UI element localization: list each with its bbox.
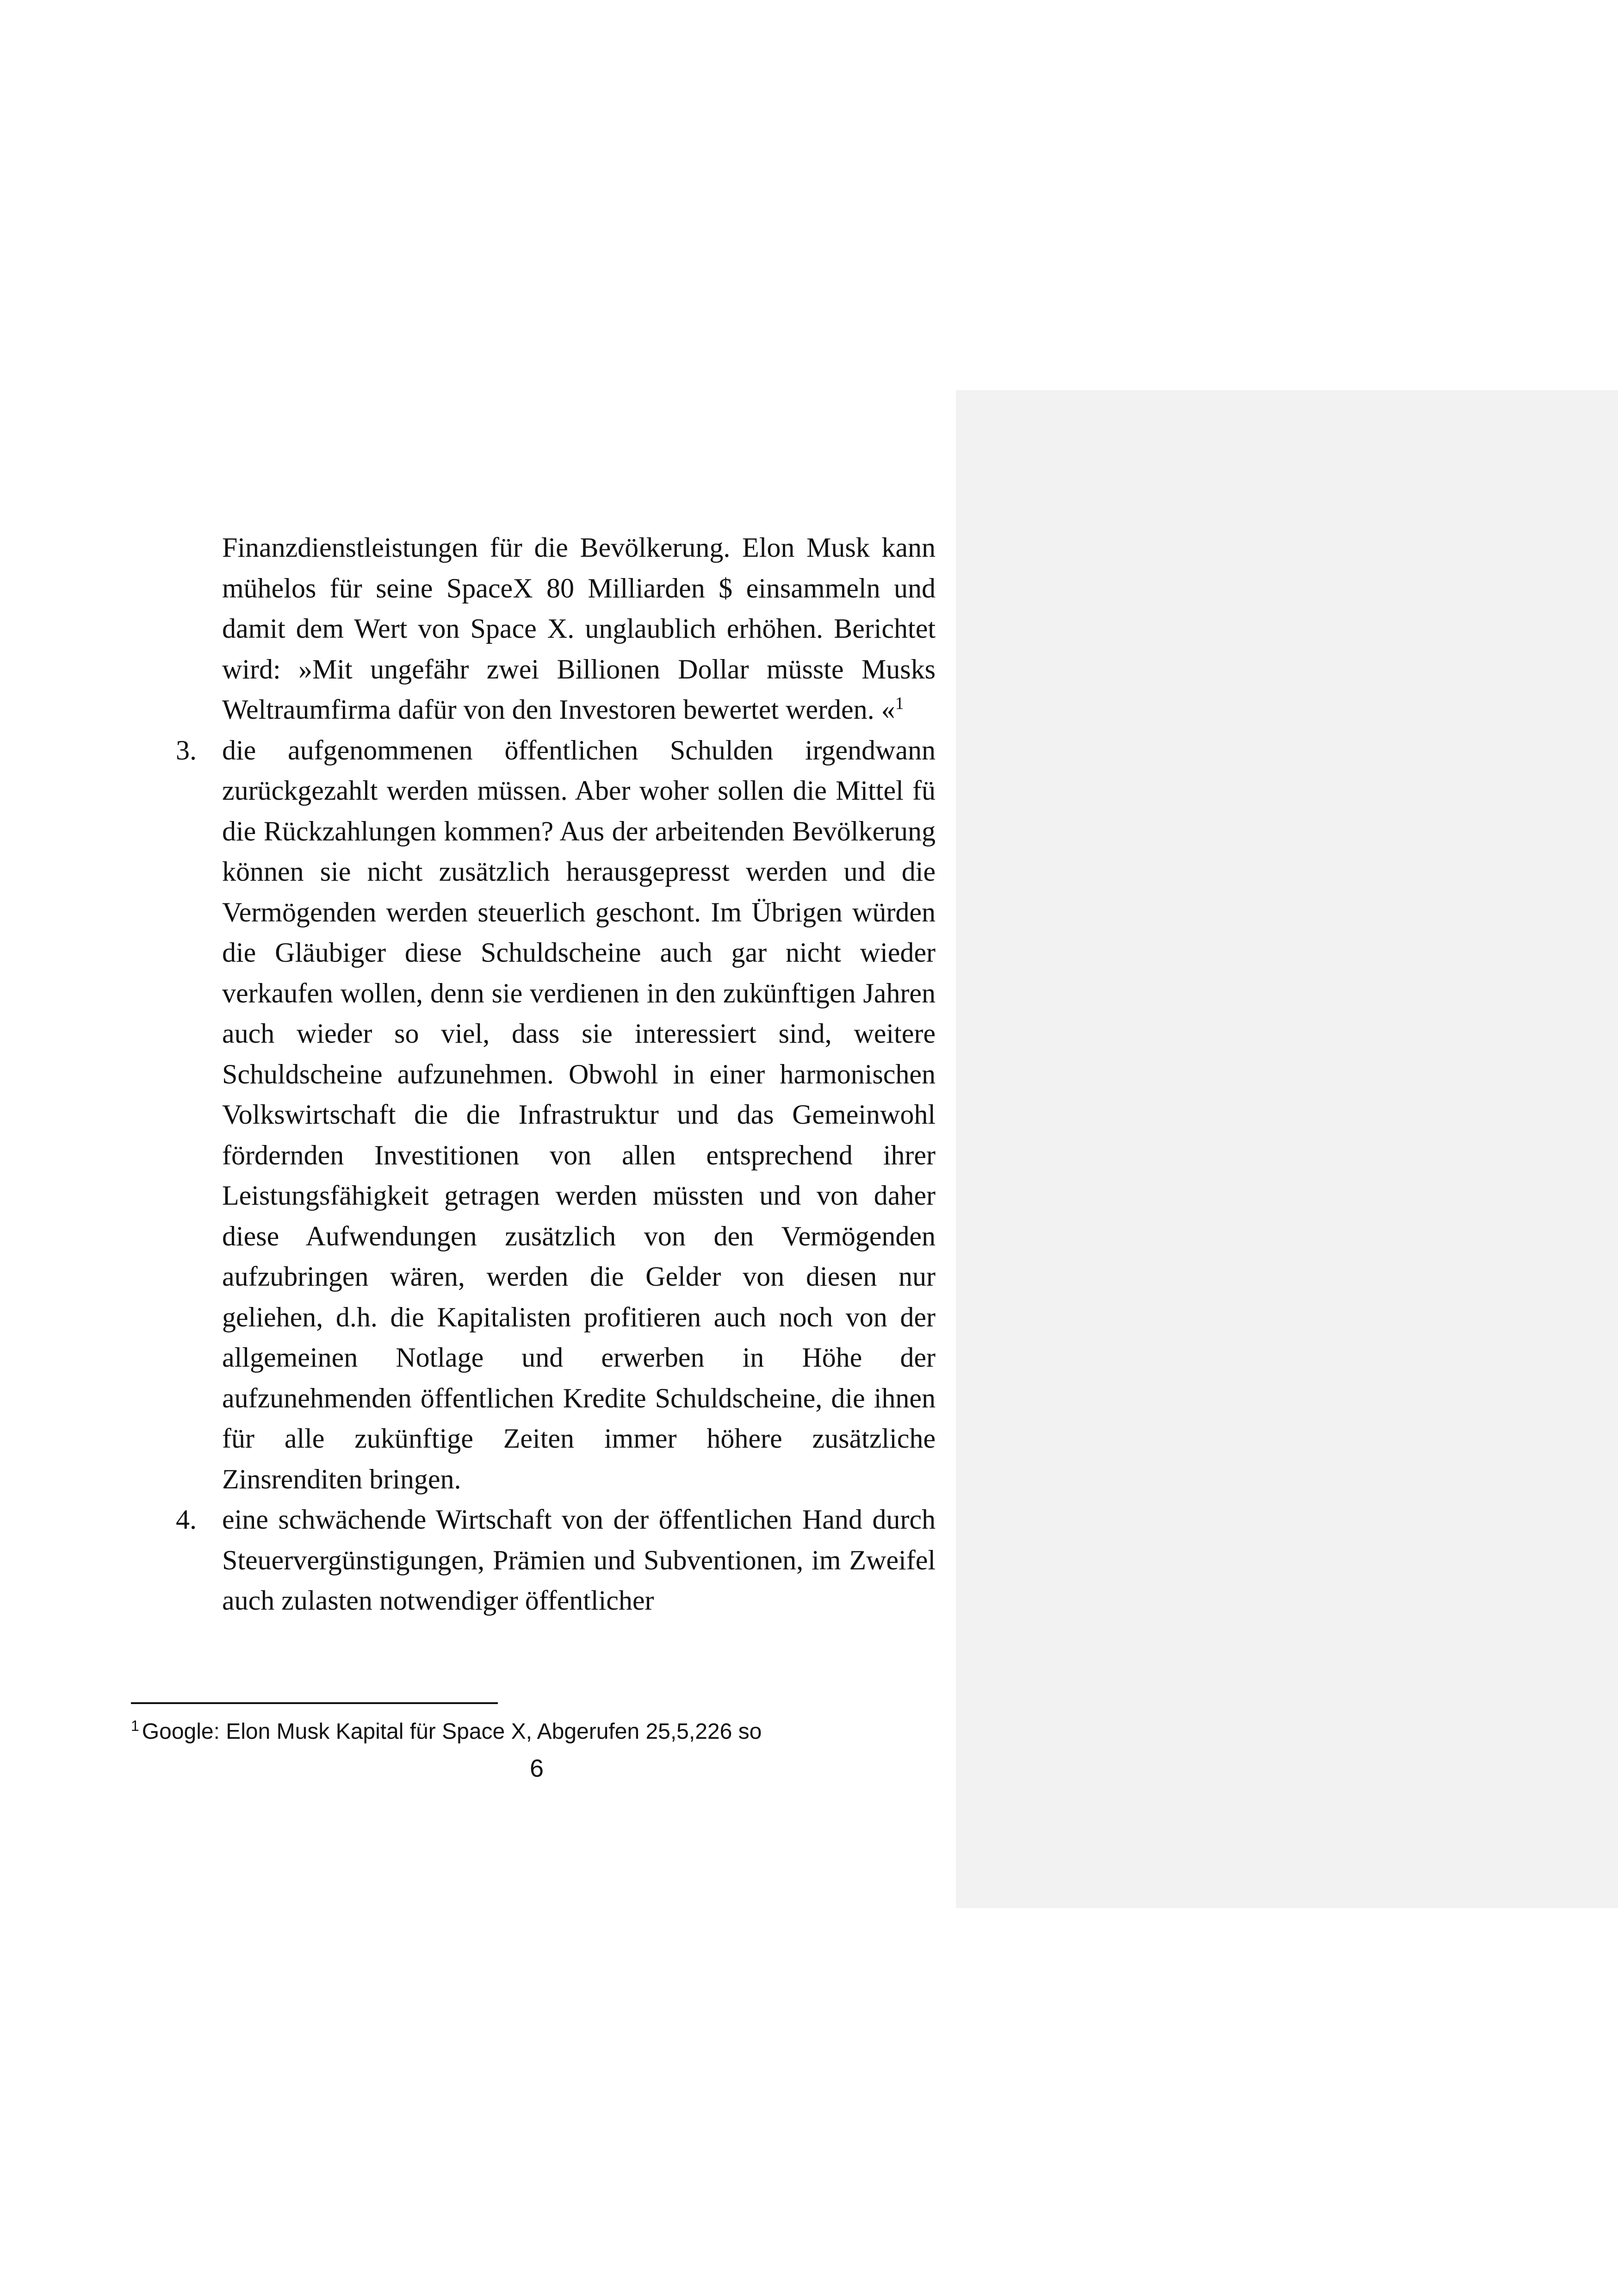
continuation-paragraph (93, 528, 936, 730)
footnote (131, 1715, 964, 1748)
footnote-reference: 1 (895, 694, 904, 713)
footnote-separator (131, 1702, 498, 1704)
list-item-number: 4. (176, 1504, 197, 1535)
footnote-text: Google: Elon Musk Kapital für Space X, Abgerufen 25,5,226 so (142, 1719, 762, 1744)
list-item (93, 730, 936, 1500)
list-item-text: die aufgenommenen öffentlichen Schulden irgendwann zurückgezahlt werden müssen. Aber woher sollen die Mittel fü die Rückzahlungen kommen? Aus der arbeitenden Bevölkerung können sie nicht zusätzlich herausgepresst werden und die Vermögenden werden steuerlich geschont. Im Übrigen würden die Gläubiger diese Schuldscheine auch gar nicht wieder verkaufen wollen, denn sie verdienen in den zukünftigen Jahren auch wieder so viel, dass sie interessiert sind, weitere Schuldscheine aufzunehmen. Obwohl in einer harmonischen Volkswirtschaft die die Infrastruktur und das Gemeinwohl fördernden Investitionen von allen entsprechend ihrer Leistungsfähigkeit getragen werden müssten und von daher diese Aufwendungen zusätzlich von den Vermögenden aufzubringen wären, werden die Gelder von diesen nur geliehen, d.h. die Kapitalisten profitieren auch noch von der allgemeinen Notlage und erwerben in Höhe der aufzunehmenden öffentlichen Kredite Schuldscheine, die ihnen für alle zukünftige Zeiten immer höhere zusätzliche Zinsrenditen bringen. (222, 734, 936, 1494)
page-body (93, 528, 936, 1621)
list-item-number: 3. (176, 734, 197, 765)
list-item-text: eine schwächende Wirtschaft von der öffentlichen Hand durch Steuervergünstigungen, Prämien und Subventionen, im Zweifel auch zulasten notwendiger öffentlicher (222, 1504, 936, 1616)
list-item (93, 1500, 936, 1621)
continuation-text: Finanzdienstleistungen für die Bevölkerung. Elon Musk kann mühelos für seine SpaceX 80 Milliarden $ einsammeln und damit dem Wert von Space X. unglaublich erhöhen. Berichtet wird: »Mit ungefähr zwei Billionen Dollar müsste Musks Weltraumfirma dafür von den Investoren bewertet werden. « (222, 532, 936, 725)
comment-pane (956, 390, 1618, 1908)
page-number: 6 (529, 1755, 544, 1782)
footnote-mark: 1 (131, 1717, 139, 1734)
